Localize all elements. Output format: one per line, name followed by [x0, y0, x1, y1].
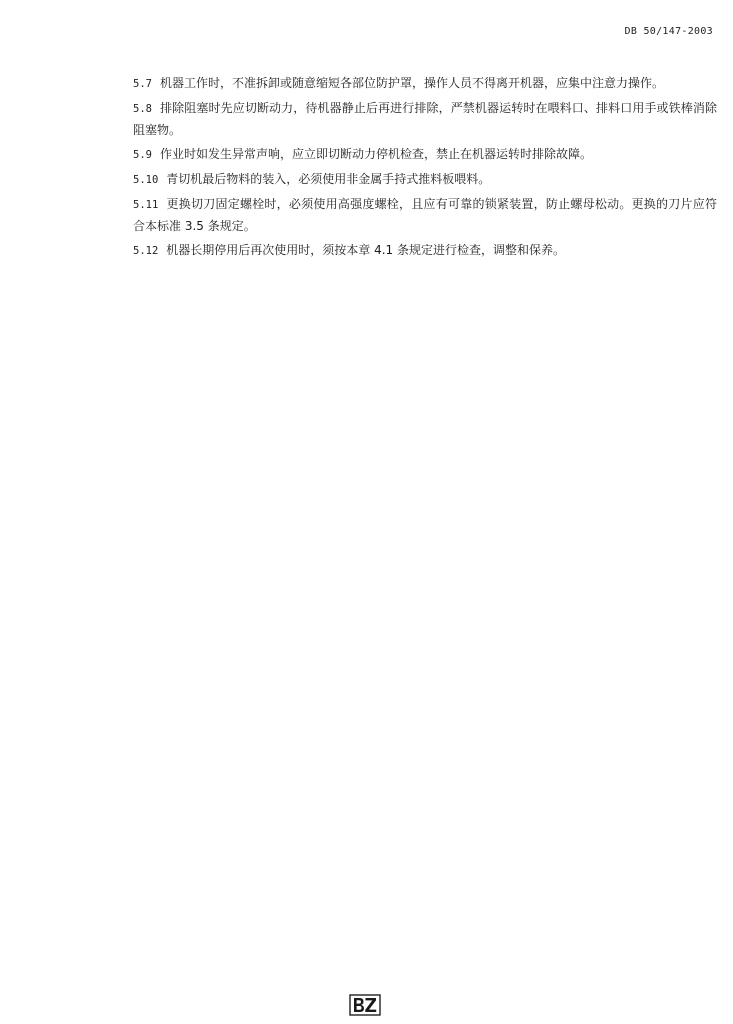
clause-text: 机器工作时，不准拆卸或随意缩短各部位防护罩，操作人员不得离开机器，应集中注意力操作。	[159, 76, 664, 90]
clause-list	[133, 73, 717, 265]
clause-number: 5.11	[133, 199, 159, 211]
clause-number: 5.10	[133, 174, 159, 186]
clause-text: 作业时如发生异常声响，应立即切断动力停机检查，禁止在机器运转时排除故障。	[159, 147, 592, 161]
clause-number: 5.7	[133, 78, 152, 90]
clause-number: 5.8	[133, 103, 152, 115]
clause-number: 5.12	[133, 245, 159, 257]
clause-5-11	[133, 194, 717, 237]
clause-5-7	[133, 73, 717, 95]
clause-number: 5.9	[133, 149, 152, 161]
bz-logo-icon	[349, 994, 381, 1016]
clause-text: 更换切刀固定螺栓时，必须使用高强度螺栓，且应有可靠的锁紧装置，防止螺母松动。更换的刀片应符合本标准 3.5 条规定。	[133, 197, 717, 233]
clause-text: 排除阻塞时先应切断动力，待机器静止后再进行排除，严禁机器运转时在喂料口、排料口用手或铁棒消除阻塞物。	[133, 101, 717, 137]
clause-5-9	[133, 144, 717, 166]
clause-text: 机器长期停用后再次使用时，须按本章 4.1 条规定进行检查，调整和保养。	[166, 243, 566, 257]
document-code: DB 50/147-2003	[624, 26, 713, 37]
clause-5-8	[133, 98, 717, 141]
clause-5-10	[133, 169, 717, 191]
clause-text: 青切机最后物料的装入，必须使用非金属手持式推料板喂料。	[166, 172, 491, 186]
clause-5-12	[133, 240, 717, 262]
